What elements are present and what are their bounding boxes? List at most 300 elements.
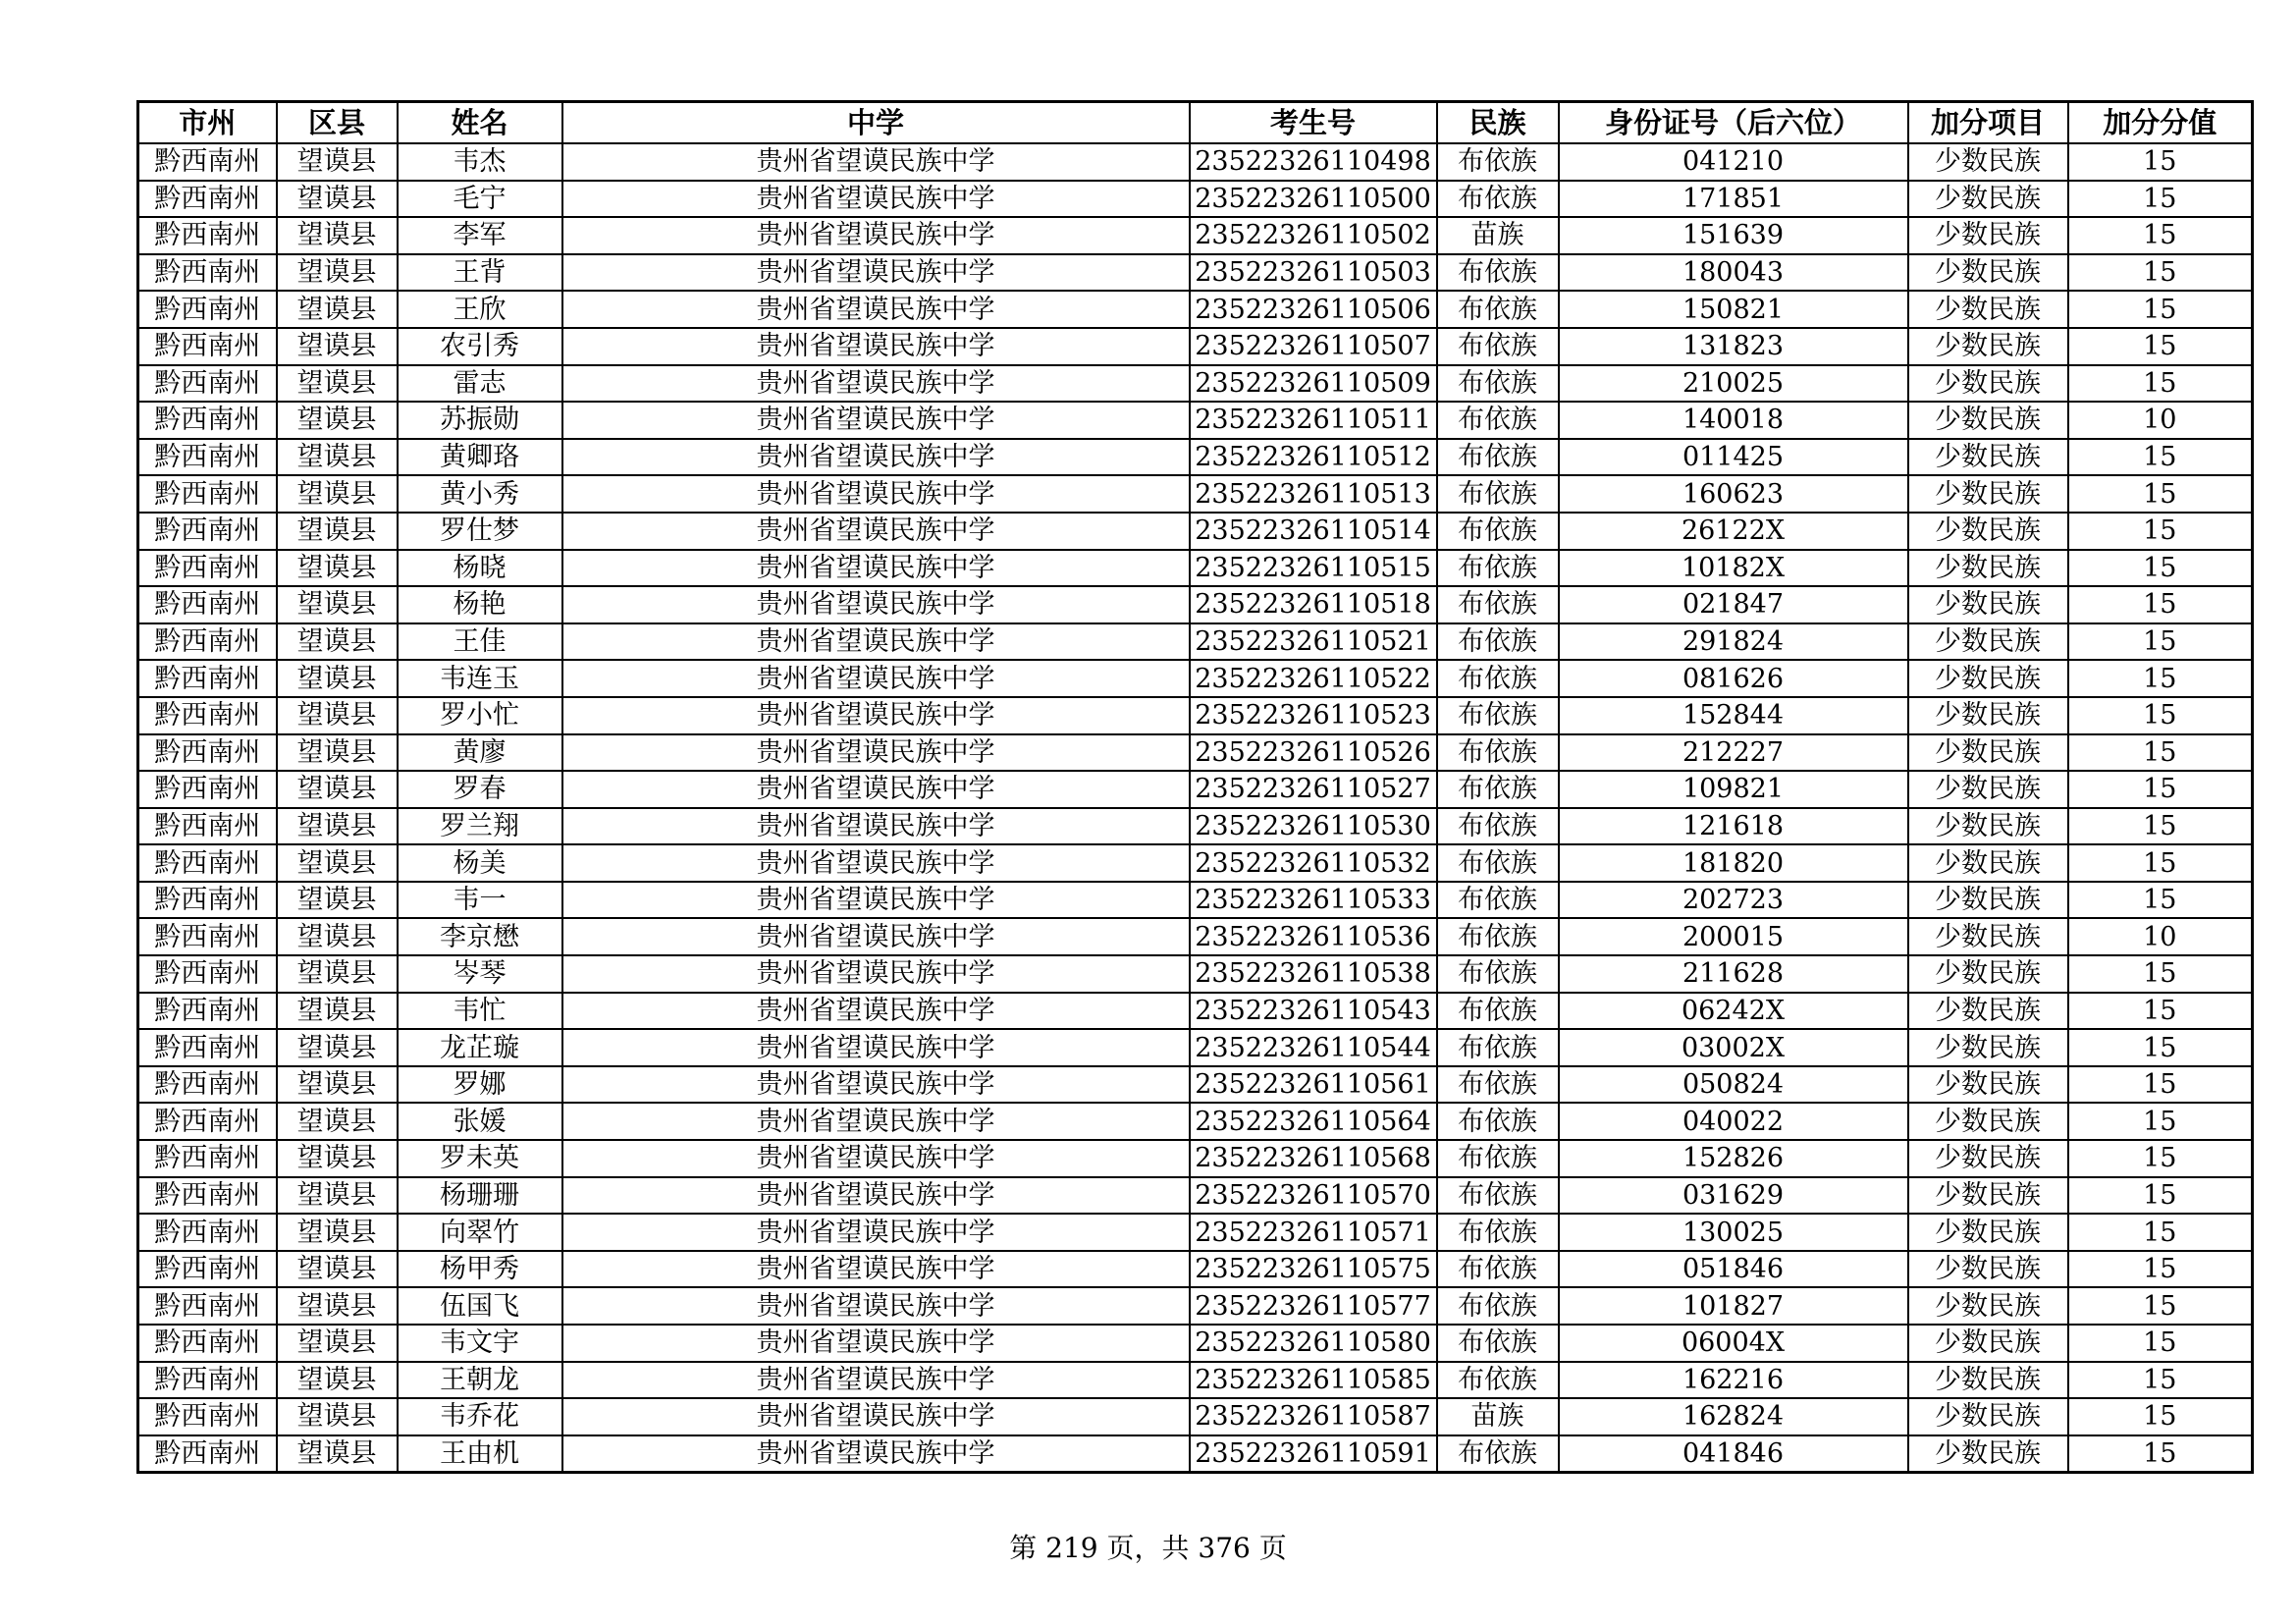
cell-city: 黔西南州 xyxy=(138,918,277,955)
cell-exam-number: 23522326110580 xyxy=(1190,1325,1437,1362)
cell-school: 贵州省望谟民族中学 xyxy=(562,1435,1190,1473)
cell-exam-number: 23522326110561 xyxy=(1190,1066,1437,1104)
cell-school: 贵州省望谟民族中学 xyxy=(562,402,1190,439)
cell-county: 望谟县 xyxy=(277,254,398,292)
cell-ethnicity: 布依族 xyxy=(1437,1103,1559,1140)
cell-county: 望谟县 xyxy=(277,439,398,476)
cell-school: 贵州省望谟民族中学 xyxy=(562,1325,1190,1362)
cell-city: 黔西南州 xyxy=(138,1362,277,1399)
cell-school: 贵州省望谟民族中学 xyxy=(562,1103,1190,1140)
cell-id-last-six: 210025 xyxy=(1559,365,1908,403)
cell-exam-number: 23522326110585 xyxy=(1190,1362,1437,1399)
cell-bonus-item: 少数民族 xyxy=(1908,808,2068,845)
cell-school: 贵州省望谟民族中学 xyxy=(562,1029,1190,1066)
table-row xyxy=(138,623,2253,661)
cell-school: 贵州省望谟民族中学 xyxy=(562,254,1190,292)
cell-bonus-points: 15 xyxy=(2068,291,2253,328)
cell-county: 望谟县 xyxy=(277,291,398,328)
cell-exam-number: 23522326110522 xyxy=(1190,660,1437,697)
cell-county: 望谟县 xyxy=(277,513,398,550)
cell-bonus-points: 15 xyxy=(2068,1177,2253,1215)
cell-id-last-six: 041846 xyxy=(1559,1435,1908,1473)
cell-city: 黔西南州 xyxy=(138,143,277,181)
cell-id-last-six: 26122X xyxy=(1559,513,1908,550)
cell-county: 望谟县 xyxy=(277,771,398,808)
cell-county: 望谟县 xyxy=(277,918,398,955)
cell-ethnicity: 布依族 xyxy=(1437,660,1559,697)
cell-name: 罗小忙 xyxy=(398,697,562,734)
cell-ethnicity: 布依族 xyxy=(1437,513,1559,550)
cell-exam-number: 23522326110506 xyxy=(1190,291,1437,328)
cell-id-last-six: 162216 xyxy=(1559,1362,1908,1399)
header-school: 中学 xyxy=(562,102,1190,144)
cell-exam-number: 23522326110526 xyxy=(1190,734,1437,772)
cell-county: 望谟县 xyxy=(277,365,398,403)
cell-school: 贵州省望谟民族中学 xyxy=(562,623,1190,661)
cell-ethnicity: 布依族 xyxy=(1437,143,1559,181)
cell-bonus-item: 少数民族 xyxy=(1908,217,2068,254)
cell-ethnicity: 布依族 xyxy=(1437,882,1559,919)
table-row xyxy=(138,513,2253,550)
cell-bonus-item: 少数民族 xyxy=(1908,1435,2068,1473)
cell-school: 贵州省望谟民族中学 xyxy=(562,143,1190,181)
cell-name: 农引秀 xyxy=(398,328,562,365)
cell-name: 伍国飞 xyxy=(398,1287,562,1325)
cell-city: 黔西南州 xyxy=(138,217,277,254)
cell-city: 黔西南州 xyxy=(138,955,277,993)
header-bonus-points: 加分分值 xyxy=(2068,102,2253,144)
table-row xyxy=(138,1287,2253,1325)
table-row xyxy=(138,1029,2253,1066)
cell-school: 贵州省望谟民族中学 xyxy=(562,1398,1190,1435)
cell-exam-number: 23522326110575 xyxy=(1190,1251,1437,1288)
cell-bonus-points: 10 xyxy=(2068,918,2253,955)
cell-school: 贵州省望谟民族中学 xyxy=(562,918,1190,955)
header-id-last-six: 身份证号（后六位） xyxy=(1559,102,1908,144)
cell-bonus-points: 15 xyxy=(2068,993,2253,1030)
cell-name: 韦文宇 xyxy=(398,1325,562,1362)
cell-id-last-six: 152844 xyxy=(1559,697,1908,734)
cell-ethnicity: 布依族 xyxy=(1437,808,1559,845)
cell-city: 黔西南州 xyxy=(138,734,277,772)
cell-county: 望谟县 xyxy=(277,1287,398,1325)
cell-bonus-item: 少数民族 xyxy=(1908,1140,2068,1177)
cell-bonus-item: 少数民族 xyxy=(1908,475,2068,513)
cell-city: 黔西南州 xyxy=(138,328,277,365)
cell-bonus-item: 少数民族 xyxy=(1908,1251,2068,1288)
cell-school: 贵州省望谟民族中学 xyxy=(562,1140,1190,1177)
cell-city: 黔西南州 xyxy=(138,1398,277,1435)
cell-exam-number: 23522326110515 xyxy=(1190,550,1437,587)
table-row xyxy=(138,586,2253,623)
table-row xyxy=(138,1398,2253,1435)
cell-city: 黔西南州 xyxy=(138,1251,277,1288)
cell-ethnicity: 布依族 xyxy=(1437,844,1559,882)
cell-id-last-six: 011425 xyxy=(1559,439,1908,476)
cell-name: 罗兰翔 xyxy=(398,808,562,845)
cell-exam-number: 23522326110533 xyxy=(1190,882,1437,919)
cell-county: 望谟县 xyxy=(277,697,398,734)
cell-id-last-six: 031629 xyxy=(1559,1177,1908,1215)
cell-school: 贵州省望谟民族中学 xyxy=(562,1362,1190,1399)
cell-city: 黔西南州 xyxy=(138,475,277,513)
cell-bonus-item: 少数民族 xyxy=(1908,143,2068,181)
cell-bonus-item: 少数民族 xyxy=(1908,1177,2068,1215)
cell-bonus-item: 少数民族 xyxy=(1908,254,2068,292)
cell-id-last-six: 109821 xyxy=(1559,771,1908,808)
header-row xyxy=(138,102,2253,144)
cell-bonus-points: 15 xyxy=(2068,1287,2253,1325)
cell-county: 望谟县 xyxy=(277,1214,398,1251)
cell-bonus-points: 15 xyxy=(2068,1140,2253,1177)
cell-exam-number: 23522326110543 xyxy=(1190,993,1437,1030)
cell-exam-number: 23522326110523 xyxy=(1190,697,1437,734)
cell-city: 黔西南州 xyxy=(138,808,277,845)
cell-bonus-points: 15 xyxy=(2068,734,2253,772)
cell-school: 贵州省望谟民族中学 xyxy=(562,291,1190,328)
cell-school: 贵州省望谟民族中学 xyxy=(562,328,1190,365)
table-row xyxy=(138,1214,2253,1251)
cell-exam-number: 23522326110530 xyxy=(1190,808,1437,845)
cell-bonus-item: 少数民族 xyxy=(1908,623,2068,661)
cell-exam-number: 23522326110564 xyxy=(1190,1103,1437,1140)
cell-county: 望谟县 xyxy=(277,143,398,181)
table-row xyxy=(138,328,2253,365)
cell-id-last-six: 130025 xyxy=(1559,1214,1908,1251)
table-row xyxy=(138,365,2253,403)
table-row xyxy=(138,254,2253,292)
cell-bonus-item: 少数民族 xyxy=(1908,1214,2068,1251)
cell-school: 贵州省望谟民族中学 xyxy=(562,475,1190,513)
cell-exam-number: 23522326110502 xyxy=(1190,217,1437,254)
cell-name: 韦一 xyxy=(398,882,562,919)
cell-name: 王由机 xyxy=(398,1435,562,1473)
cell-school: 贵州省望谟民族中学 xyxy=(562,844,1190,882)
cell-exam-number: 23522326110503 xyxy=(1190,254,1437,292)
cell-school: 贵州省望谟民族中学 xyxy=(562,439,1190,476)
cell-name: 龙芷璇 xyxy=(398,1029,562,1066)
cell-ethnicity: 布依族 xyxy=(1437,181,1559,218)
table-row xyxy=(138,808,2253,845)
header-name: 姓名 xyxy=(398,102,562,144)
cell-id-last-six: 171851 xyxy=(1559,181,1908,218)
cell-bonus-item: 少数民族 xyxy=(1908,586,2068,623)
cell-ethnicity: 布依族 xyxy=(1437,254,1559,292)
cell-county: 望谟县 xyxy=(277,844,398,882)
cell-exam-number: 23522326110498 xyxy=(1190,143,1437,181)
table-row xyxy=(138,918,2253,955)
cell-name: 王背 xyxy=(398,254,562,292)
cell-name: 苏振勋 xyxy=(398,402,562,439)
cell-name: 罗娜 xyxy=(398,1066,562,1104)
cell-county: 望谟县 xyxy=(277,623,398,661)
cell-name: 黄廖 xyxy=(398,734,562,772)
cell-name: 韦连玉 xyxy=(398,660,562,697)
cell-city: 黔西南州 xyxy=(138,439,277,476)
cell-county: 望谟县 xyxy=(277,1435,398,1473)
cell-bonus-item: 少数民族 xyxy=(1908,734,2068,772)
cell-ethnicity: 布依族 xyxy=(1437,1029,1559,1066)
cell-city: 黔西南州 xyxy=(138,1103,277,1140)
table-row xyxy=(138,1435,2253,1473)
cell-ethnicity: 布依族 xyxy=(1437,918,1559,955)
cell-exam-number: 23522326110570 xyxy=(1190,1177,1437,1215)
cell-id-last-six: 06004X xyxy=(1559,1325,1908,1362)
table-row xyxy=(138,143,2253,181)
cell-id-last-six: 202723 xyxy=(1559,882,1908,919)
cell-name: 罗仕梦 xyxy=(398,513,562,550)
cell-city: 黔西南州 xyxy=(138,623,277,661)
cell-name: 王佳 xyxy=(398,623,562,661)
cell-school: 贵州省望谟民族中学 xyxy=(562,586,1190,623)
cell-bonus-points: 15 xyxy=(2068,697,2253,734)
cell-ethnicity: 布依族 xyxy=(1437,697,1559,734)
cell-school: 贵州省望谟民族中学 xyxy=(562,1177,1190,1215)
cell-ethnicity: 布依族 xyxy=(1437,439,1559,476)
cell-bonus-points: 15 xyxy=(2068,660,2253,697)
cell-name: 张媛 xyxy=(398,1103,562,1140)
page-number: 第 219 页，共 376 页 xyxy=(1009,1532,1287,1564)
cell-bonus-item: 少数民族 xyxy=(1908,365,2068,403)
header-exam-number: 考生号 xyxy=(1190,102,1437,144)
cell-ethnicity: 布依族 xyxy=(1437,1435,1559,1473)
cell-exam-number: 23522326110577 xyxy=(1190,1287,1437,1325)
cell-exam-number: 23522326110500 xyxy=(1190,181,1437,218)
cell-exam-number: 23522326110568 xyxy=(1190,1140,1437,1177)
cell-exam-number: 23522326110538 xyxy=(1190,955,1437,993)
cell-school: 贵州省望谟民族中学 xyxy=(562,1214,1190,1251)
cell-bonus-points: 15 xyxy=(2068,143,2253,181)
cell-city: 黔西南州 xyxy=(138,586,277,623)
cell-city: 黔西南州 xyxy=(138,660,277,697)
cell-bonus-item: 少数民族 xyxy=(1908,660,2068,697)
header-city: 市州 xyxy=(138,102,277,144)
cell-county: 望谟县 xyxy=(277,1362,398,1399)
cell-id-last-six: 150821 xyxy=(1559,291,1908,328)
cell-school: 贵州省望谟民族中学 xyxy=(562,955,1190,993)
table-row xyxy=(138,550,2253,587)
cell-bonus-points: 15 xyxy=(2068,1066,2253,1104)
cell-bonus-item: 少数民族 xyxy=(1908,771,2068,808)
cell-ethnicity: 布依族 xyxy=(1437,475,1559,513)
cell-county: 望谟县 xyxy=(277,328,398,365)
cell-ethnicity: 布依族 xyxy=(1437,1287,1559,1325)
cell-ethnicity: 布依族 xyxy=(1437,771,1559,808)
cell-county: 望谟县 xyxy=(277,660,398,697)
cell-id-last-six: 291824 xyxy=(1559,623,1908,661)
cell-city: 黔西南州 xyxy=(138,1435,277,1473)
cell-id-last-six: 200015 xyxy=(1559,918,1908,955)
cell-bonus-points: 15 xyxy=(2068,513,2253,550)
cell-bonus-points: 15 xyxy=(2068,1435,2253,1473)
cell-bonus-points: 15 xyxy=(2068,181,2253,218)
cell-exam-number: 23522326110521 xyxy=(1190,623,1437,661)
cell-ethnicity: 布依族 xyxy=(1437,586,1559,623)
cell-name: 杨甲秀 xyxy=(398,1251,562,1288)
cell-name: 韦杰 xyxy=(398,143,562,181)
cell-bonus-points: 15 xyxy=(2068,882,2253,919)
cell-city: 黔西南州 xyxy=(138,697,277,734)
cell-school: 贵州省望谟民族中学 xyxy=(562,550,1190,587)
cell-bonus-item: 少数民族 xyxy=(1908,1029,2068,1066)
cell-city: 黔西南州 xyxy=(138,291,277,328)
cell-ethnicity: 布依族 xyxy=(1437,1362,1559,1399)
cell-bonus-item: 少数民族 xyxy=(1908,439,2068,476)
cell-ethnicity: 布依族 xyxy=(1437,550,1559,587)
cell-id-last-six: 160623 xyxy=(1559,475,1908,513)
cell-id-last-six: 051846 xyxy=(1559,1251,1908,1288)
cell-county: 望谟县 xyxy=(277,217,398,254)
table-row xyxy=(138,771,2253,808)
cell-bonus-points: 15 xyxy=(2068,550,2253,587)
cell-city: 黔西南州 xyxy=(138,550,277,587)
cell-bonus-points: 15 xyxy=(2068,217,2253,254)
table-row xyxy=(138,1177,2253,1215)
cell-id-last-six: 06242X xyxy=(1559,993,1908,1030)
cell-bonus-points: 15 xyxy=(2068,1214,2253,1251)
cell-bonus-points: 15 xyxy=(2068,1103,2253,1140)
cell-exam-number: 23522326110513 xyxy=(1190,475,1437,513)
table-row xyxy=(138,181,2253,218)
table-row xyxy=(138,660,2253,697)
cell-bonus-item: 少数民族 xyxy=(1908,882,2068,919)
cell-city: 黔西南州 xyxy=(138,1029,277,1066)
cell-bonus-points: 15 xyxy=(2068,328,2253,365)
table-row xyxy=(138,844,2253,882)
cell-ethnicity: 布依族 xyxy=(1437,1251,1559,1288)
table-header xyxy=(138,102,2253,144)
cell-school: 贵州省望谟民族中学 xyxy=(562,697,1190,734)
cell-name: 向翠竹 xyxy=(398,1214,562,1251)
score-bonus-table xyxy=(136,100,2254,1474)
cell-school: 贵州省望谟民族中学 xyxy=(562,513,1190,550)
cell-bonus-item: 少数民族 xyxy=(1908,402,2068,439)
cell-name: 杨艳 xyxy=(398,586,562,623)
cell-exam-number: 23522326110544 xyxy=(1190,1029,1437,1066)
cell-city: 黔西南州 xyxy=(138,1325,277,1362)
table-row xyxy=(138,1251,2253,1288)
cell-school: 贵州省望谟民族中学 xyxy=(562,771,1190,808)
cell-name: 杨晓 xyxy=(398,550,562,587)
cell-city: 黔西南州 xyxy=(138,1287,277,1325)
cell-id-last-six: 162824 xyxy=(1559,1398,1908,1435)
cell-bonus-item: 少数民族 xyxy=(1908,1287,2068,1325)
cell-bonus-points: 15 xyxy=(2068,1325,2253,1362)
cell-exam-number: 23522326110532 xyxy=(1190,844,1437,882)
cell-school: 贵州省望谟民族中学 xyxy=(562,1066,1190,1104)
cell-bonus-item: 少数民族 xyxy=(1908,1362,2068,1399)
cell-county: 望谟县 xyxy=(277,1398,398,1435)
cell-ethnicity: 布依族 xyxy=(1437,1140,1559,1177)
cell-bonus-item: 少数民族 xyxy=(1908,550,2068,587)
cell-name: 韦乔花 xyxy=(398,1398,562,1435)
table-row xyxy=(138,955,2253,993)
cell-school: 贵州省望谟民族中学 xyxy=(562,808,1190,845)
cell-city: 黔西南州 xyxy=(138,513,277,550)
cell-id-last-six: 101827 xyxy=(1559,1287,1908,1325)
cell-ethnicity: 布依族 xyxy=(1437,365,1559,403)
cell-ethnicity: 布依族 xyxy=(1437,734,1559,772)
cell-county: 望谟县 xyxy=(277,955,398,993)
cell-ethnicity: 布依族 xyxy=(1437,1214,1559,1251)
cell-school: 贵州省望谟民族中学 xyxy=(562,217,1190,254)
cell-id-last-six: 081626 xyxy=(1559,660,1908,697)
cell-id-last-six: 10182X xyxy=(1559,550,1908,587)
cell-ethnicity: 布依族 xyxy=(1437,1177,1559,1215)
cell-bonus-points: 15 xyxy=(2068,955,2253,993)
cell-id-last-six: 050824 xyxy=(1559,1066,1908,1104)
cell-bonus-item: 少数民族 xyxy=(1908,181,2068,218)
cell-name: 李军 xyxy=(398,217,562,254)
cell-bonus-item: 少数民族 xyxy=(1908,918,2068,955)
cell-name: 王欣 xyxy=(398,291,562,328)
table-row xyxy=(138,402,2253,439)
cell-name: 韦忙 xyxy=(398,993,562,1030)
table-row xyxy=(138,882,2253,919)
cell-bonus-item: 少数民族 xyxy=(1908,697,2068,734)
cell-ethnicity: 布依族 xyxy=(1437,993,1559,1030)
cell-id-last-six: 180043 xyxy=(1559,254,1908,292)
cell-school: 贵州省望谟民族中学 xyxy=(562,734,1190,772)
cell-ethnicity: 布依族 xyxy=(1437,291,1559,328)
cell-school: 贵州省望谟民族中学 xyxy=(562,882,1190,919)
cell-city: 黔西南州 xyxy=(138,1066,277,1104)
cell-county: 望谟县 xyxy=(277,181,398,218)
cell-bonus-points: 15 xyxy=(2068,439,2253,476)
cell-bonus-points: 15 xyxy=(2068,1362,2253,1399)
cell-bonus-item: 少数民族 xyxy=(1908,1398,2068,1435)
cell-bonus-points: 15 xyxy=(2068,254,2253,292)
cell-county: 望谟县 xyxy=(277,1066,398,1104)
table-row xyxy=(138,1140,2253,1177)
cell-name: 李京懋 xyxy=(398,918,562,955)
cell-bonus-points: 15 xyxy=(2068,1029,2253,1066)
cell-bonus-item: 少数民族 xyxy=(1908,1103,2068,1140)
cell-school: 贵州省望谟民族中学 xyxy=(562,660,1190,697)
cell-school: 贵州省望谟民族中学 xyxy=(562,181,1190,218)
cell-bonus-points: 15 xyxy=(2068,808,2253,845)
cell-bonus-points: 10 xyxy=(2068,402,2253,439)
cell-bonus-item: 少数民族 xyxy=(1908,993,2068,1030)
cell-ethnicity: 布依族 xyxy=(1437,623,1559,661)
cell-bonus-points: 15 xyxy=(2068,844,2253,882)
cell-county: 望谟县 xyxy=(277,1177,398,1215)
cell-city: 黔西南州 xyxy=(138,993,277,1030)
header-bonus-item: 加分项目 xyxy=(1908,102,2068,144)
cell-county: 望谟县 xyxy=(277,586,398,623)
cell-city: 黔西南州 xyxy=(138,402,277,439)
cell-exam-number: 23522326110512 xyxy=(1190,439,1437,476)
cell-county: 望谟县 xyxy=(277,734,398,772)
cell-school: 贵州省望谟民族中学 xyxy=(562,365,1190,403)
cell-ethnicity: 布依族 xyxy=(1437,328,1559,365)
cell-county: 望谟县 xyxy=(277,475,398,513)
cell-id-last-six: 121618 xyxy=(1559,808,1908,845)
cell-county: 望谟县 xyxy=(277,1251,398,1288)
cell-school: 贵州省望谟民族中学 xyxy=(562,1251,1190,1288)
table-row xyxy=(138,734,2253,772)
header-ethnicity: 民族 xyxy=(1437,102,1559,144)
cell-exam-number: 23522326110518 xyxy=(1190,586,1437,623)
header-county: 区县 xyxy=(277,102,398,144)
cell-exam-number: 23522326110587 xyxy=(1190,1398,1437,1435)
cell-ethnicity: 苗族 xyxy=(1437,217,1559,254)
cell-exam-number: 23522326110571 xyxy=(1190,1214,1437,1251)
table-body xyxy=(138,143,2253,1473)
cell-county: 望谟县 xyxy=(277,808,398,845)
cell-name: 黄小秀 xyxy=(398,475,562,513)
cell-county: 望谟县 xyxy=(277,1325,398,1362)
